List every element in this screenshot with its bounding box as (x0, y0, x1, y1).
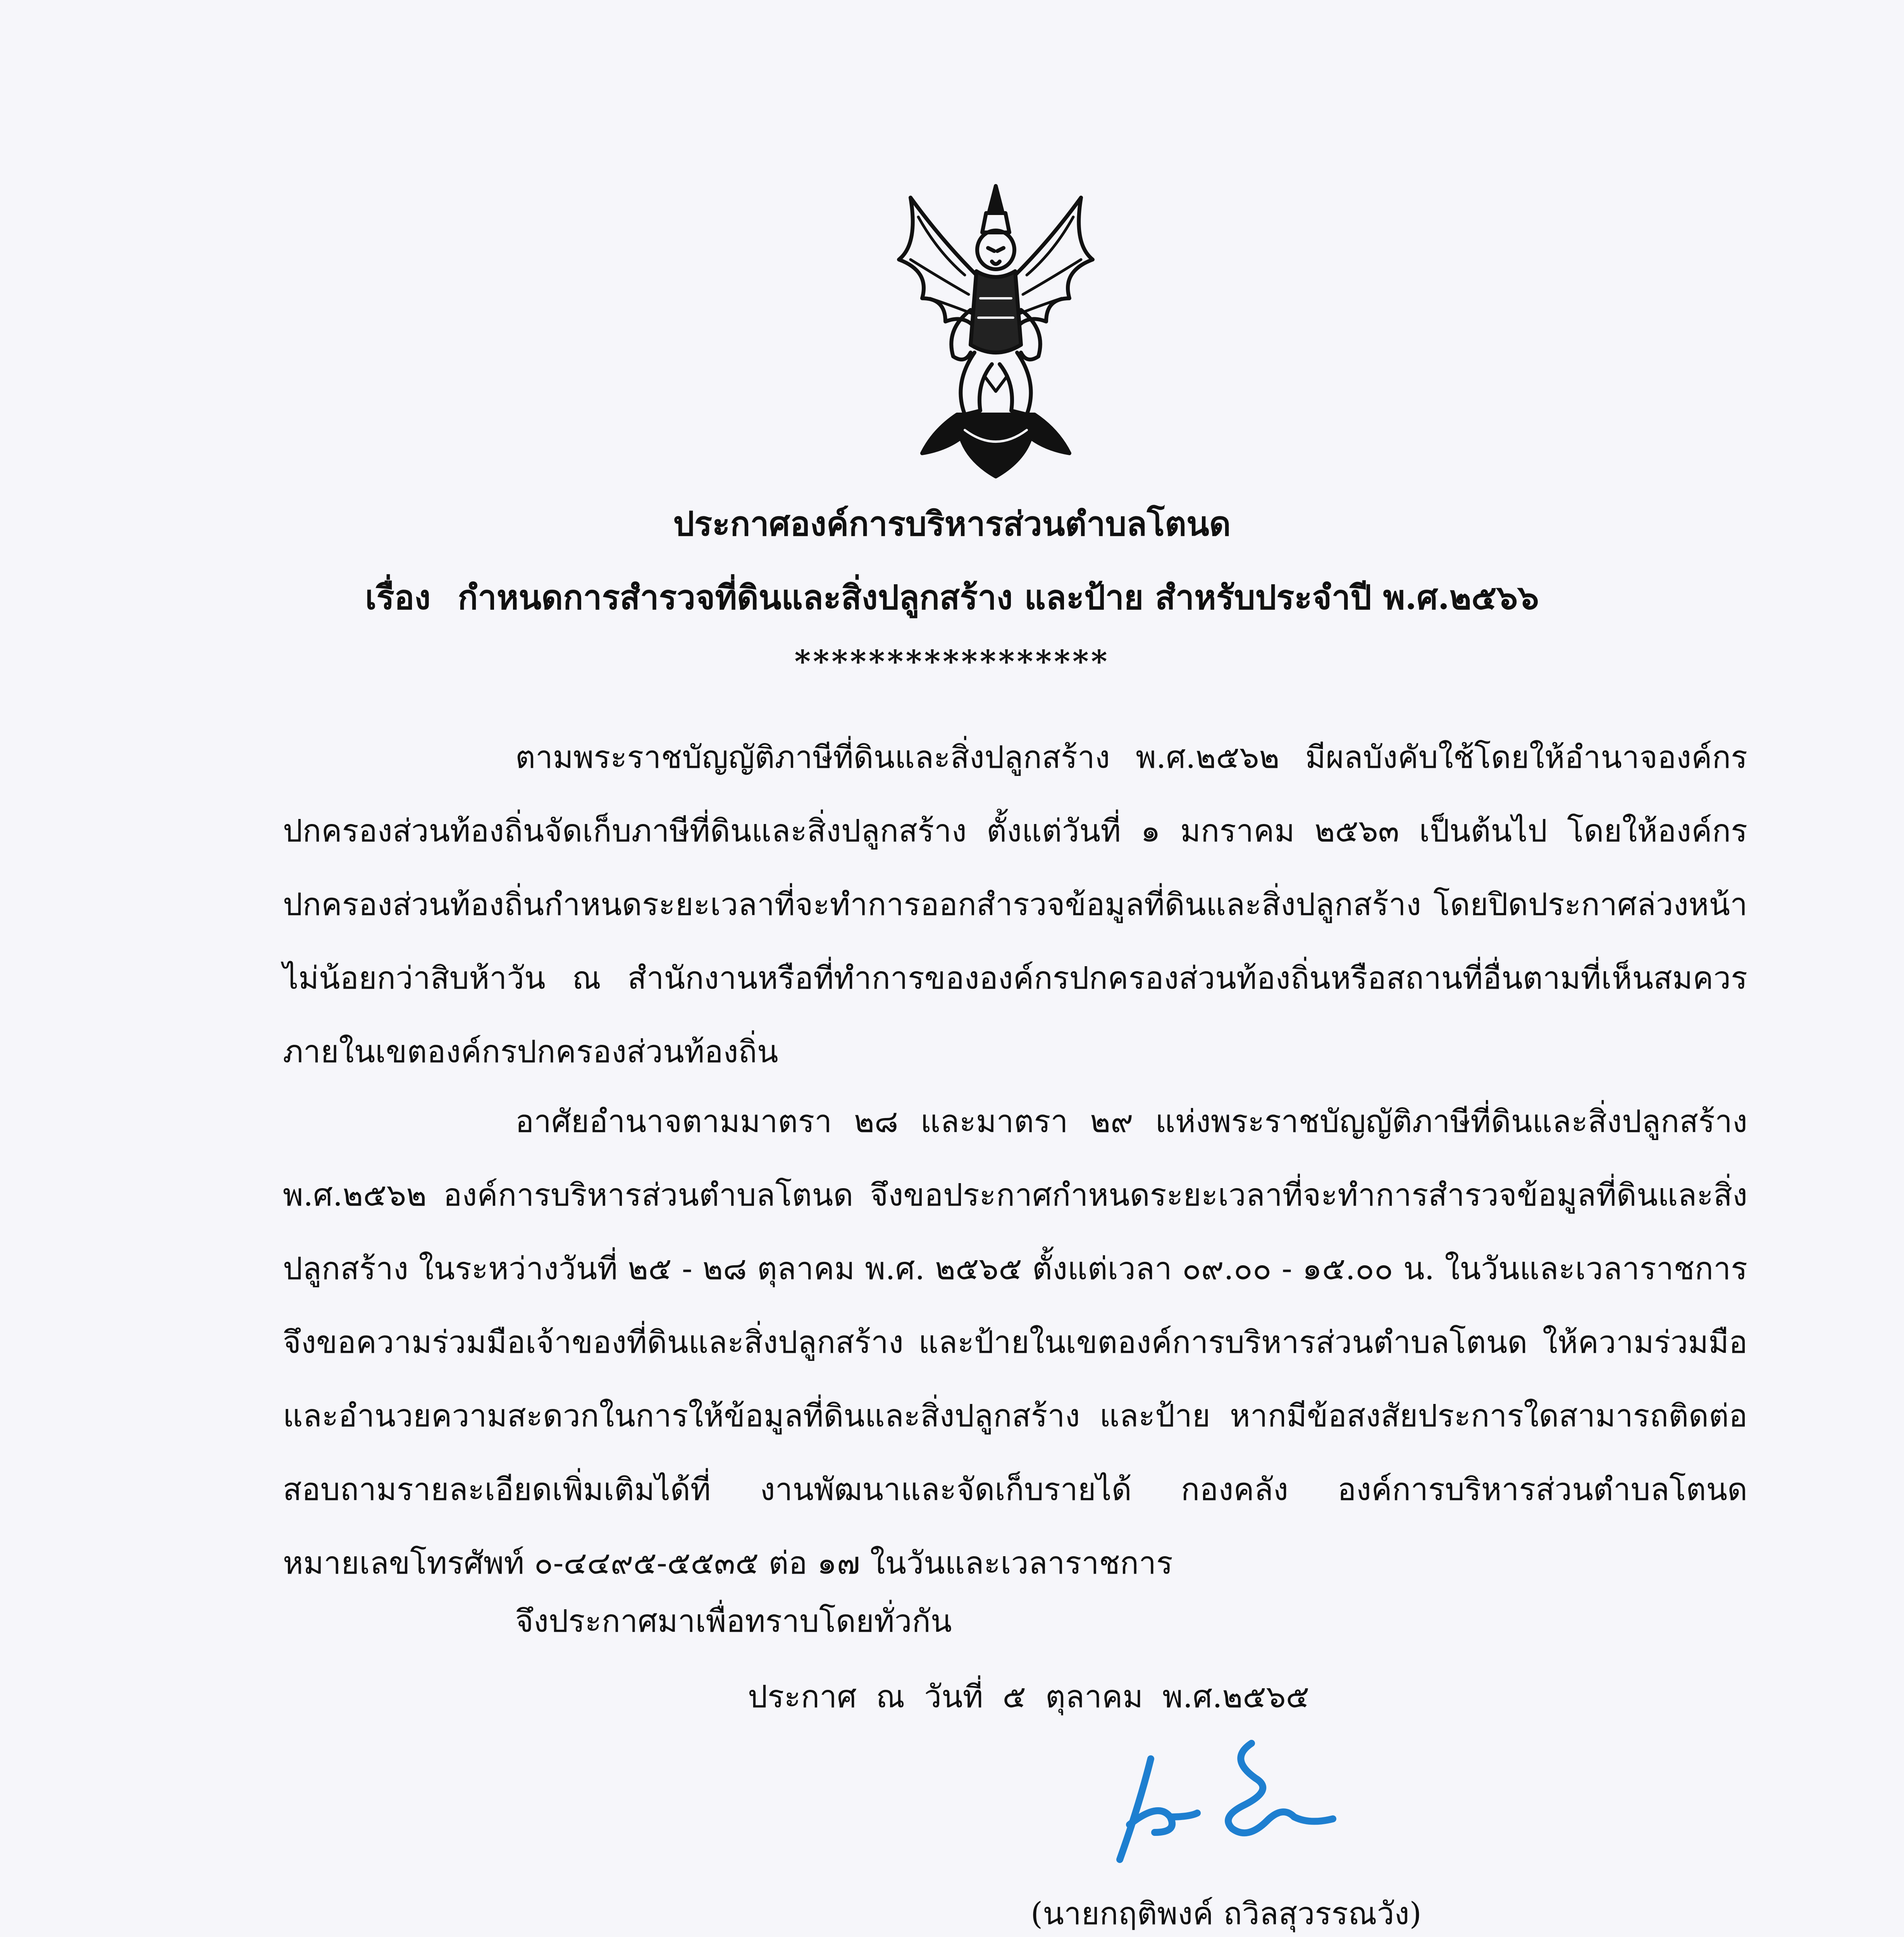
day-value: ๕ (1002, 1679, 1026, 1715)
handwritten-signature-icon (1093, 1736, 1341, 1867)
paragraph-closing: จึงประกาศมาเพื่อทราบโดยทั่วกัน (515, 1603, 952, 1639)
paragraph-legal-basis: ตามพระราชบัญญัติภาษีที่ดินและสิ่งปลูกสร้าง พ.ศ.๒๕๖๒ มีผลบังคับใช้โดยให้อำนาจองค์กรปกครองส่วนท้องถิ่นจัดเก็บภาษีที่ดินและสิ่งปลูกสร้าง ตั้งแต่วันที่ ๑ มกราคม ๒๕๖๓ เป็นต้นไป โดยให้องค์กรปกครองส่วนท้องถิ่นกำหนดระยะเวลาที่จะทำการออกสำรวจข้อมูลที่ดินและสิ่งปลูกสร้าง โดยปิดประกาศล่วงหน้าไม่น้อยกว่าสิบห้าวัน ณ สำนักงานหรือที่ทำการขององค์กรปกครองส่วนท้องถิ่นหรือสถานที่อื่นตามที่เห็นสมควรภายในเขตองค์กรปกครองส่วนท้องถิ่น (283, 739, 1747, 1070)
announce-label: ประกาศ (748, 1679, 857, 1715)
month-value: ตุลาคม (1045, 1679, 1143, 1715)
subject-text: กำหนดการสำรวจที่ดินและสิ่งปลูกสร้าง และป้าย สำหรับประจำปี พ.ศ.๒๕๖๖ (458, 578, 1539, 617)
day-label: วันที่ (924, 1679, 983, 1715)
paragraph-survey-schedule: อาศัยอำนาจตามมาตรา ๒๘ และมาตรา ๒๙ แห่งพระราชบัญญัติภาษีที่ดินและสิ่งปลูกสร้าง พ.ศ.๒๕๖๒ องค์การบริหารส่วนตำบลโตนด จึงขอประกาศกำหนดระยะเวลาที่จะทำการสำรวจข้อมูลที่ดินและสิ่งปลูกสร้าง ในระหว่างวันที่ ๒๕ - ๒๘ ตุลาคม พ.ศ. ๒๕๖๕ ตั้งแต่เวลา ๐๙.๐๐ - ๑๕.๐๐ น. ในวันและเวลาราชการ จึงขอความร่วมมือเจ้าของที่ดินและสิ่งปลูกสร้าง และป้ายในเขตองค์การบริหารส่วนตำบลโตนด ให้ความร่วมมือและอำนวยความสะดวกในการให้ข้อมูลที่ดินและสิ่งปลูกสร้าง และป้าย หากมีข้อสงสัยประการใดสามารถติดต่อสอบถามรายละเอียดเพิ่มเติมได้ที่ งานพัฒนาและจัดเก็บรายได้ กองคลัง องค์การบริหารส่วนตำบลโตนด หมายเลขโทรศัพท์ ๐-๔๔๙๕-๕๕๓๕ ต่อ ๑๗ ในวันและเวลาราชการ (283, 1103, 1747, 1581)
garuda-emblem-icon (887, 182, 1104, 484)
subject-label: เรื่อง (365, 578, 431, 617)
title-separator: ***************** (794, 643, 1110, 679)
announcement-date (748, 1679, 1329, 1715)
at-label: ณ (876, 1679, 905, 1715)
subject-line (0, 578, 1904, 617)
announcement-title: ประกาศองค์การบริหารส่วนตำบลโตนด (673, 504, 1231, 544)
year-value: พ.ศ.๒๕๖๕ (1162, 1679, 1310, 1715)
signer-name: (นายกฤติพงค์ ถวิลสุวรรณวัง) (1031, 1896, 1422, 1932)
